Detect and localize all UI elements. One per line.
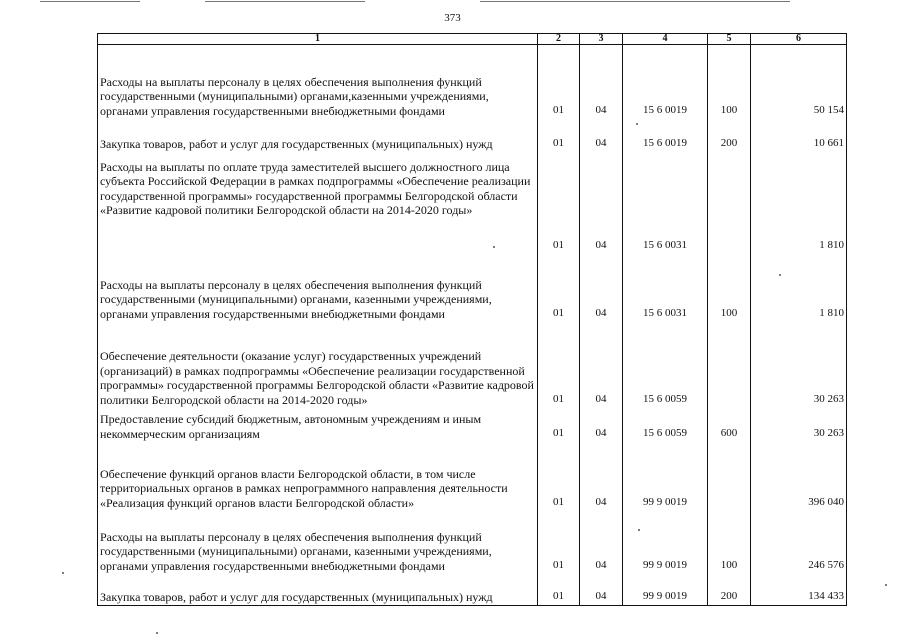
target-article-code: 15 6 0019 xyxy=(623,119,708,152)
scan-speck xyxy=(638,529,640,531)
expense-type-code: 600 xyxy=(708,408,751,442)
expense-type-code xyxy=(708,152,751,254)
column-header: 4 xyxy=(623,34,708,45)
subsection-code: 04 xyxy=(580,442,623,511)
table-row xyxy=(98,119,847,152)
table-row xyxy=(98,322,847,408)
target-article-code: 15 6 0019 xyxy=(623,45,708,119)
section-code: 01 xyxy=(538,254,580,322)
table-row xyxy=(98,574,847,606)
section-code: 01 xyxy=(538,45,580,119)
section-code: 01 xyxy=(538,511,580,574)
target-article-code: 15 6 0059 xyxy=(623,322,708,408)
amount: 1 810 xyxy=(751,152,847,254)
amount: 396 040 xyxy=(751,442,847,511)
table-row xyxy=(98,152,847,254)
target-article-code: 15 6 0031 xyxy=(623,152,708,254)
scan-edge-line xyxy=(40,1,140,2)
expense-type-code: 100 xyxy=(708,254,751,322)
subsection-code: 04 xyxy=(580,152,623,254)
expense-name: Закупка товаров, работ и услуг для государственных (муниципальных) нужд xyxy=(98,574,538,606)
section-code: 01 xyxy=(538,322,580,408)
subsection-code: 04 xyxy=(580,45,623,119)
scan-speck xyxy=(779,274,781,276)
amount: 134 433 xyxy=(751,574,847,606)
column-header: 5 xyxy=(708,34,751,45)
table-row xyxy=(98,442,847,511)
expense-name: Обеспечение деятельности (оказание услуг) государственных учреждений (организаций) в рамках подпрограммы «Обеспечение реализации государственной программы» государственной программы Белгородской области «Развитие кадровой политики Белгородской области на 2014-2020 годы» xyxy=(98,322,538,408)
section-code: 01 xyxy=(538,442,580,511)
expense-type-code: 200 xyxy=(708,574,751,606)
scan-speck xyxy=(156,632,158,634)
subsection-code: 04 xyxy=(580,511,623,574)
column-header: 1 xyxy=(98,34,538,45)
amount: 246 576 xyxy=(751,511,847,574)
scan-edge-line xyxy=(480,1,790,2)
expense-type-code: 200 xyxy=(708,119,751,152)
budget-table xyxy=(97,33,847,606)
subsection-code: 04 xyxy=(580,254,623,322)
amount: 30 263 xyxy=(751,322,847,408)
section-code: 01 xyxy=(538,119,580,152)
expense-type-code xyxy=(708,442,751,511)
table-row xyxy=(98,45,847,119)
amount: 10 661 xyxy=(751,119,847,152)
amount: 50 154 xyxy=(751,45,847,119)
column-header: 2 xyxy=(538,34,580,45)
scan-edge-line xyxy=(205,1,365,2)
scan-speck xyxy=(636,123,638,125)
subsection-code: 04 xyxy=(580,322,623,408)
expense-type-code xyxy=(708,322,751,408)
subsection-code: 04 xyxy=(580,119,623,152)
subsection-code: 04 xyxy=(580,408,623,442)
table-header-row xyxy=(98,34,847,45)
page-number: 373 xyxy=(444,12,461,24)
scan-speck xyxy=(62,572,64,574)
expense-name: Обеспечение функций органов власти Белгородской области, в том числе территориальных органов в рамках непрограммного направления деятельности «Реализация функций органов власти Белгородской области» xyxy=(98,442,538,511)
column-header: 6 xyxy=(751,34,847,45)
expense-name: Расходы на выплаты персоналу в целях обеспечения выполнения функций государственными (муниципальными) органами, казенными учреждениями, органами управления государственными внебюджетными фондами xyxy=(98,254,538,322)
expense-name: Закупка товаров, работ и услуг для государственных (муниципальных) нужд xyxy=(98,119,538,152)
expense-type-code: 100 xyxy=(708,511,751,574)
scan-speck xyxy=(493,246,495,248)
expense-type-code: 100 xyxy=(708,45,751,119)
subsection-code: 04 xyxy=(580,574,623,606)
expense-name: Предоставление субсидий бюджетным, автономным учреждениям и иным некоммерческим организациям xyxy=(98,408,538,442)
amount: 1 810 xyxy=(751,254,847,322)
amount: 30 263 xyxy=(751,408,847,442)
target-article-code: 99 9 0019 xyxy=(623,442,708,511)
table-row xyxy=(98,511,847,574)
target-article-code: 15 6 0059 xyxy=(623,408,708,442)
section-code: 01 xyxy=(538,574,580,606)
column-header: 3 xyxy=(580,34,623,45)
target-article-code: 99 9 0019 xyxy=(623,511,708,574)
expense-name: Расходы на выплаты персоналу в целях обеспечения выполнения функций государственными (муниципальными) органами, казенными учреждениями, органами управления государственными внебюджетными фондами xyxy=(98,511,538,574)
expense-name: Расходы на выплаты персоналу в целях обеспечения выполнения функций государственными (муниципальными) органами,казенными учреждениями, органами управления государственными внебюджетными фондами xyxy=(98,45,538,119)
scan-speck xyxy=(885,584,887,586)
table-row xyxy=(98,408,847,442)
expense-name: Расходы на выплаты по оплате труда заместителей высшего должностного лица субъекта Российской Федерации в рамках подпрограммы «Обеспечение реализации государственной программы» государственной программы Белгородской области «Развитие кадровой политики Белгородской области на 2014-2020 годы» xyxy=(98,152,538,254)
target-article-code: 15 6 0031 xyxy=(623,254,708,322)
section-code: 01 xyxy=(538,152,580,254)
section-code: 01 xyxy=(538,408,580,442)
target-article-code: 99 9 0019 xyxy=(623,574,708,606)
table-row xyxy=(98,254,847,322)
